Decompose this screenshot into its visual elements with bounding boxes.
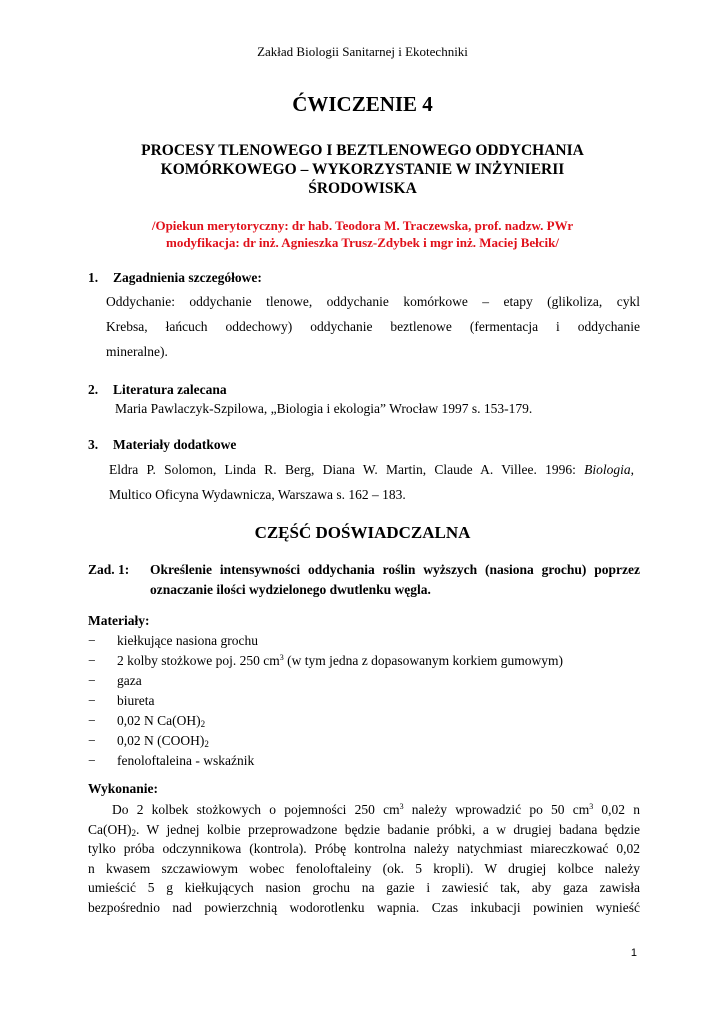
list-item: [88, 671, 563, 691]
exercise-title: ĆWICZENIE 4: [292, 92, 433, 116]
list-item: [88, 711, 563, 731]
subtitle-line: PROCESY TLENOWEGO I BEZTLENOWEGO ODDYCHANIA: [141, 142, 584, 159]
section-title: Materiały dodatkowe: [113, 437, 237, 452]
supervisor-line: /Opiekun merytoryczny: dr hab. Teodora M. Traczewska, prof. nadzw. PWr: [151, 218, 574, 233]
procedure-text: [88, 800, 640, 917]
material-text: (w tym jedna z dopasowanym korkiem gumowym): [283, 653, 564, 668]
dash-bullet: −: [88, 753, 96, 768]
body-line: Multico Oficyna Wydawnicza, Warszawa s. 162 – 183.: [109, 487, 406, 502]
citation-authors: Eldra P. Solomon, Linda R. Berg, Diana W. Martin, Claude A. Villee. 1996:: [109, 462, 585, 477]
text-run: należy wprowadzić po 50 cm: [403, 802, 590, 817]
experimental-part-title: CZĘŚĆ DOŚWIADCZALNA: [254, 523, 471, 542]
material-text: 0,02 N Ca(OH): [117, 713, 201, 728]
dash-bullet: −: [88, 713, 96, 728]
list-item: [88, 651, 563, 671]
task-label: Zad. 1:: [88, 562, 130, 577]
body-line: mineralne).: [106, 344, 168, 359]
citation-punct: ,: [630, 462, 634, 477]
section-title: Literatura zalecana: [113, 382, 227, 397]
subtitle-line: KOMÓRKOWEGO – WYKORZYSTANIE W INŻYNIERII: [160, 161, 565, 178]
exercise-subtitle: [0, 141, 725, 198]
materials-list: [88, 631, 563, 771]
section-number: 1.: [88, 270, 99, 285]
superscript: 3: [399, 802, 404, 811]
subscript: 2: [131, 827, 136, 838]
procedure-line: tylko próba odczynnikowa (kontrola). Próbę kontrolna należy natychmiast miareczkować 0,02: [88, 841, 640, 856]
list-item: [88, 631, 563, 651]
procedure-line: [88, 800, 640, 820]
section-2-body: [115, 401, 532, 417]
material-text: 2 kolby stożkowe poj. 250 cm: [117, 653, 280, 668]
body-line: Krebsa, łańcuch oddechowy) oddychanie beztlenowe (fermentacja i oddychanie: [106, 319, 640, 334]
subtitle-line: ŚRODOWISKA: [308, 180, 417, 197]
materials-title: Materiały:: [88, 613, 150, 628]
supervisor-note: [0, 217, 725, 251]
superscript: 3: [279, 653, 284, 662]
material-text: biureta: [117, 693, 155, 708]
dash-bullet: −: [88, 733, 96, 748]
list-item: [88, 731, 563, 751]
procedure-line: n kwasem szczawiowym wobec fenoloftaleiny (ok. 5 kropli). W drugiej kolbce należy: [88, 860, 640, 876]
text-run: . W jednej kolbie przeprowadzone będzie badanie próbki, a w drugiej badana będzie: [136, 821, 640, 837]
subscript: 2: [200, 719, 206, 729]
list-item: [88, 691, 563, 711]
material-text: 0,02 N (COOH): [117, 733, 205, 748]
body-line: [109, 457, 634, 482]
citation-title: Biologia: [584, 462, 631, 477]
list-item: [88, 751, 563, 771]
procedure-line: bezpośrednio nad powierzchnią wodorotlenku wapnia. Czas inkubacji powinien wynieść: [88, 899, 640, 915]
subscript: 2: [204, 739, 209, 749]
body-line: Oddychanie: oddychanie tlenowe, oddychanie komórkowe – etapy (glikoliza, cykl: [106, 294, 640, 309]
section-1-heading: [88, 270, 262, 286]
dash-bullet: −: [88, 633, 96, 648]
text-run: Ca(OH): [88, 821, 132, 837]
dash-bullet: −: [88, 673, 96, 688]
section-3-body: [109, 457, 634, 507]
procedure-line: umieścić 5 g kiełkujących nasion grochu na gazie i zawiesić tak, aby gaza zawisła: [88, 880, 640, 895]
section-1-body: [106, 289, 640, 364]
body-line: Maria Pawlaczyk-Szpilowa, „Biologia i ekologia” Wrocław 1997 s. 153-179.: [115, 401, 533, 416]
page-number: 1: [630, 947, 637, 959]
material-text: kiełkujące nasiona grochu: [117, 633, 258, 648]
material-text: fenoloftaleina - wskaźnik: [117, 753, 255, 768]
procedure-title: Wykonanie:: [88, 781, 159, 796]
institution-header: Zakład Biologii Sanitarnej i Ekotechniki: [257, 44, 468, 59]
dash-bullet: −: [88, 653, 96, 668]
procedure-line: [88, 820, 640, 840]
supervisor-line: modyfikacja: dr inż. Agnieszka Trusz-Zdybek i mgr inż. Maciej Bełcik/: [165, 235, 559, 250]
section-2-heading: [88, 382, 227, 398]
section-number: 2.: [88, 382, 99, 397]
section-title: Zagadnienia szczegółowe:: [113, 270, 262, 285]
task-1: [88, 560, 640, 600]
text-run: Do 2 kolbek stożkowych o pojemności 250 cm: [112, 802, 400, 817]
section-number: 3.: [88, 437, 99, 452]
task-text: Określenie intensywności oddychania roślin wyższych (nasiona grochu) poprzez oznaczanie ilości wydzielonego dwutlenku węgla.: [150, 562, 640, 597]
material-text: gaza: [117, 673, 142, 688]
dash-bullet: −: [88, 693, 96, 708]
superscript: 3: [589, 802, 594, 811]
text-run: 0,02 n: [593, 802, 640, 817]
section-3-heading: [88, 437, 236, 453]
